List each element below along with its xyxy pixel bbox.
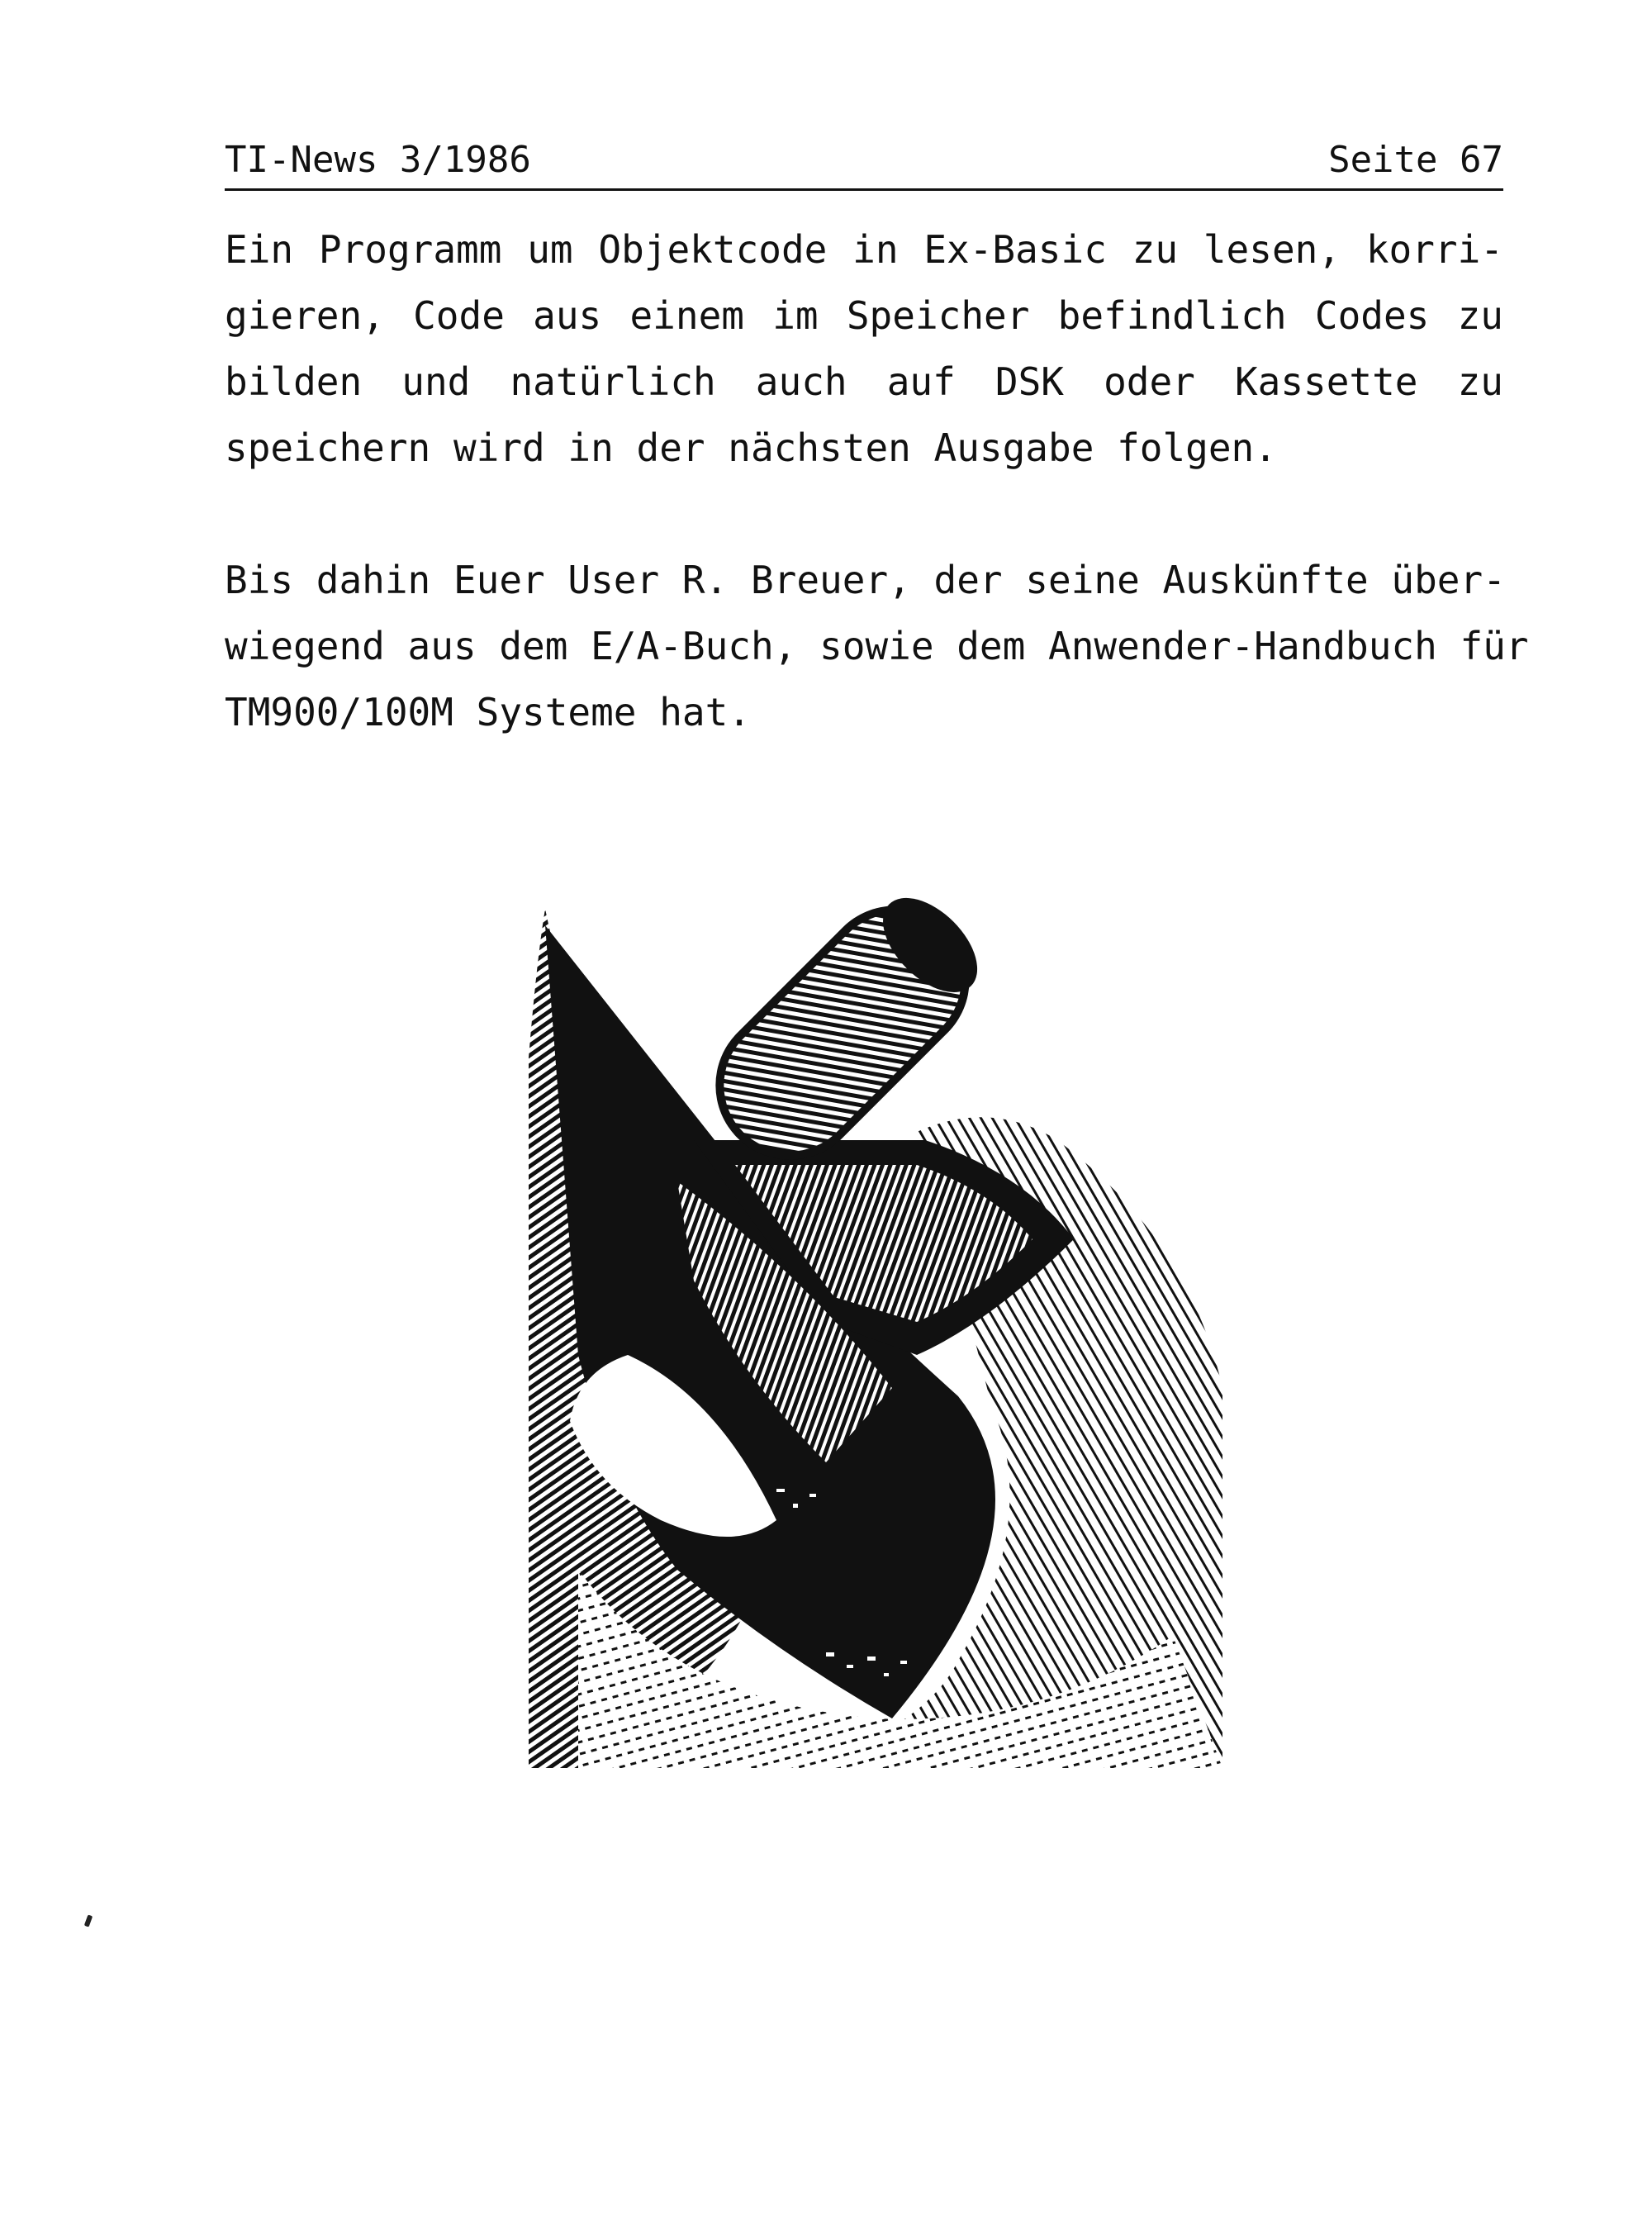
text-line: bilden und natürlich auch auf DSK oder Kassette zu xyxy=(225,359,1503,404)
paragraph-announcement xyxy=(225,216,1503,481)
abstract-3d-graphic xyxy=(529,892,1222,1768)
paragraph-signoff xyxy=(225,547,1529,745)
abstract-3d-line-graphic-icon xyxy=(529,892,1222,1768)
text-line: Ein Programm um Objektcode in Ex-Basic zu lesen, korri- xyxy=(225,227,1503,272)
text-line: Bis dahin Euer User R. Breuer, der seine Auskünfte über- xyxy=(225,558,1506,602)
publication-issue: TI-News 3/1986 xyxy=(225,139,531,181)
text-line: speichern wird in der nächsten Ausgabe folgen. xyxy=(225,425,1277,470)
print-speck xyxy=(84,1914,93,1927)
page-number: Seite 67 xyxy=(1328,139,1503,181)
page-header xyxy=(225,132,1503,191)
text-line: wiegend aus dem E/A-Buch, sowie dem Anwender-Handbuch für xyxy=(225,624,1529,668)
text-line: gieren, Code aus einem im Speicher befindlich Codes zu xyxy=(225,293,1503,338)
text-line: TM900/100M Systeme hat. xyxy=(225,690,751,734)
